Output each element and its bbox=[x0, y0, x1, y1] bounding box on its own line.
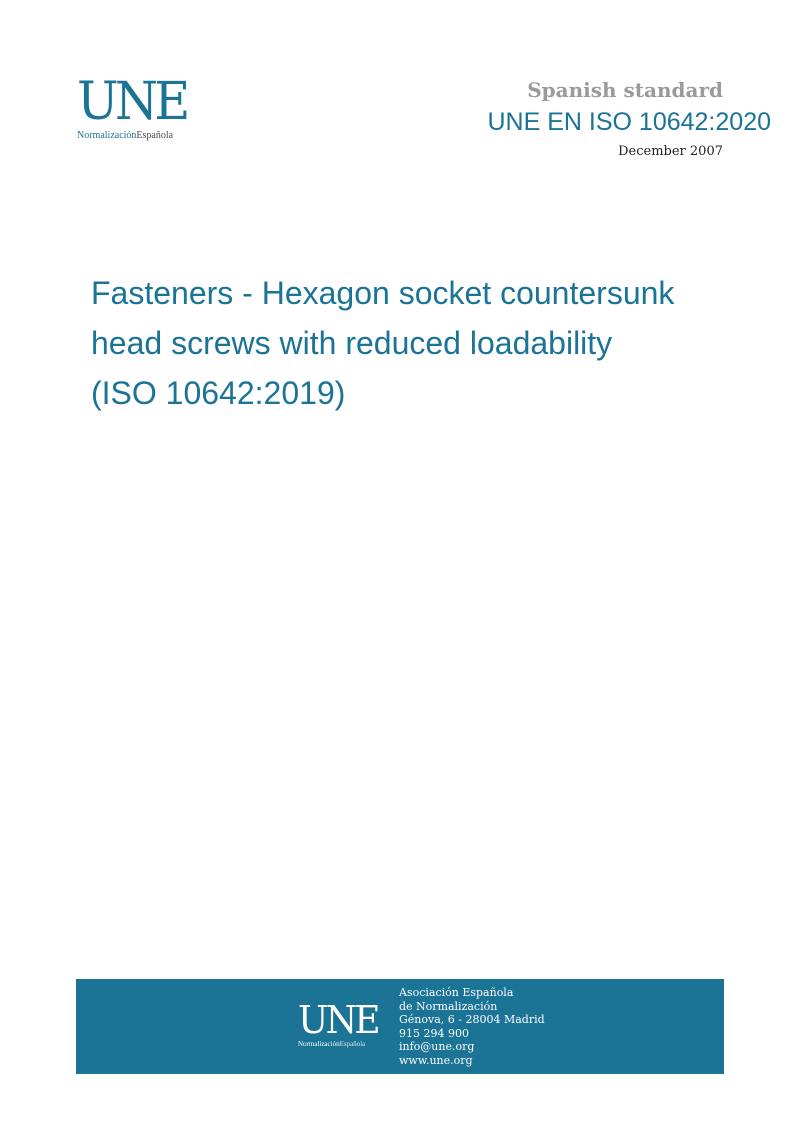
logo-sub-espanola: Española bbox=[136, 130, 174, 141]
logo-sub-normalizacion: Normalización bbox=[77, 130, 137, 141]
standard-code: UNE EN ISO 10642:2020 bbox=[487, 108, 771, 136]
footer-logo-sub-espanola: Española bbox=[339, 1040, 366, 1048]
une-logo-mark: UNE bbox=[77, 72, 187, 132]
title-line: (ISO 10642:2019) bbox=[91, 375, 346, 411]
document-title bbox=[91, 268, 731, 418]
address-phone: 915 294 900 bbox=[399, 1026, 469, 1040]
publication-date: December 2007 bbox=[618, 144, 723, 159]
une-logo bbox=[77, 72, 197, 146]
address-street: Génova, 6 - 28004 Madrid bbox=[399, 1013, 545, 1027]
address-org-name: Asociación Española bbox=[399, 986, 514, 999]
footer-une-logo bbox=[298, 998, 382, 1049]
address-email: info@une.org bbox=[399, 1040, 475, 1054]
footer-address bbox=[399, 986, 545, 1068]
footer-logo-mark: UNE bbox=[298, 998, 378, 1042]
title-line: head screws with reduced loadability bbox=[91, 325, 613, 361]
address-website: www.une.org bbox=[399, 1053, 473, 1067]
address-org-name-2: de Normalización bbox=[399, 999, 498, 1013]
footer-band bbox=[76, 979, 724, 1074]
title-line: Fasteners - Hexagon socket countersunk bbox=[91, 275, 675, 311]
footer-logo-sub-normalizacion: Normalización bbox=[298, 1040, 340, 1048]
document-type: Spanish standard bbox=[527, 78, 723, 102]
